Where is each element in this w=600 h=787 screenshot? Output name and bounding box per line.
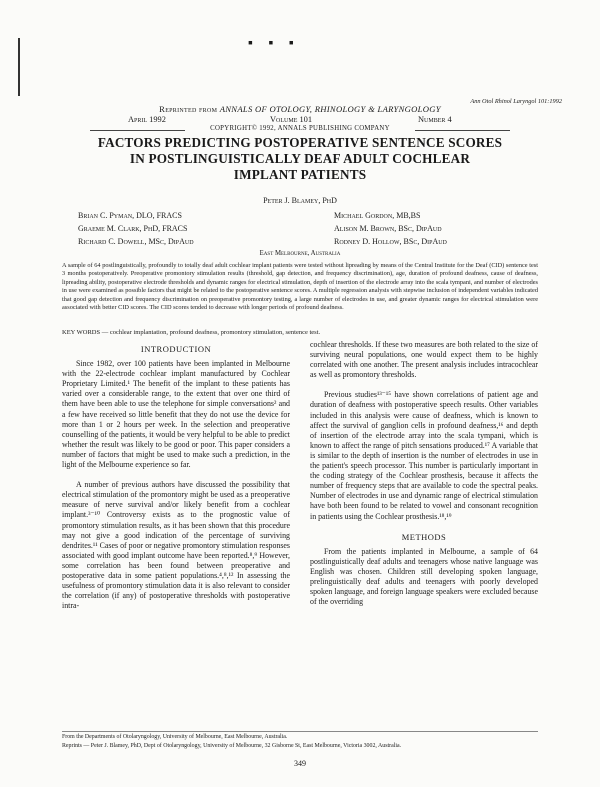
top-marks: ▪ ▪ ▪ [248,36,300,51]
author: Rodney D. Hollow, BSc, DipAud [334,237,447,246]
author: Richard C. Dowell, MSc, DipAud [78,237,194,246]
author: Brian C. Pyman, DLO, FRACS [78,211,182,220]
title-line: IMPLANT PATIENTS [233,167,367,182]
footnote: Reprints — Peter J. Blamey, PhD, Dept of Otolaryngology, University of Melbourne, 32 Gisborne St, East Melbourne, Victoria 3002, Australia. [62,743,402,749]
left-column [62,344,290,621]
right-column [310,340,538,617]
issue-number: Number 4 [418,115,452,124]
footnote: From the Departments of Otolaryngology, University of Melbourne, East Melbourne, Australia. [62,734,288,740]
lead-author: Peter J. Blamey, PhD [263,196,337,205]
citation: Ann Otol Rhinol Laryngol 101:1992 [470,98,562,105]
page-number: 349 [294,759,306,768]
paragraph: cochlear thresholds. If these two measures are both related to the size of surviving neural populations, one would expect them to be highly correlated with one another. The present analysis includes intracochlear as well as promontory thresholds. [310,340,538,380]
authors-right [334,209,447,248]
author: Graeme M. Clark, PhD, FRACS [78,224,188,233]
article-title [0,135,600,183]
paragraph: Previous studies¹³⁻¹⁵ have shown correlations of patient age and duration of deafness with postoperative speech results. Other variables included in this analysis were cause of deafness, which is known to affect the survival of ganglion cells in profound deafness,¹⁶ and depth of insertion of the electrode array into the scala tympani, which is known to affect the range of pitch sensations produced.¹⁷ A variable that is similar to the depth of insertion is the number of electrodes in use in the patient's speech processor. This number is particularly important in the coding strategy of the Cochlear prosthesis, because it affects the number of frequency steps that are available to code the spectral peaks. Number of electrodes in use and dynamic range of electrical stimulation have both been found to be related to vowel and consonant recognition in patients using the Cochlear prosthesis.¹⁸,¹⁹ [310,390,538,521]
paragraph: A number of previous authors have discussed the possibility that electrical stimulation of the promontory might be used as a preoperative measure of nerve survival and/or likely benefit from a cochlear implant.³⁻¹⁰ Controversy exists as to the prognostic value of promontory stimulation results, as it has been shown that this procedure may not give a good indication of the percentage of surviving dendrites.¹¹ Cases of poor or negative promontory stimulation responses associated with good implant outcome have been reported.⁸,⁹ However, some correlation has been found between preoperative and postoperative data in some patient populations.⁴,⁸,¹² In assessing the usefulness of promontory stimulation data it is also relevant to consider the correlation (if any) of postoperative thresholds with postoperative intra- [62,480,290,611]
title-line: IN POSTLINGUISTICALLY DEAF ADULT COCHLEAR [129,151,471,166]
copyright: COPYRIGHT© 1992, ANNALS PUBLISHING COMPANY [210,125,390,132]
paragraph: From the patients implanted in Melbourne, a sample of 64 postlinguistically deaf adults and teenagers whose native language was English was chosen. Children still developing spoken language, prelinguistically deaf adults and teenagers with poorly developed spoken language, and foreign language speakers were excluded because of the overriding [310,546,538,607]
author: Alison M. Brown, BSc, DipAud [334,224,442,233]
author: Michael Gordon, MB,BS [334,211,421,220]
authors-left [78,209,194,248]
issue-date: April 1992 [128,115,166,124]
key-words: KEY WORDS — cochlear implantation, profound deafness, promontory stimulation, sentence test. [62,329,321,336]
reprint-header [0,104,600,114]
rule-right [415,130,510,131]
reprinted-label: Reprinted from [159,104,218,114]
introduction-heading: INTRODUCTION [140,344,212,354]
title-line: FACTORS PREDICTING POSTOPERATIVE SENTENCE SCORES [97,135,503,150]
abstract: A sample of 64 postlinguistically, profoundly to totally deaf adult cochlear implant patients were tested without lipreading by means of the Central Institute for the Deaf (CID) sentence test 3 months postoperatively. Preoperative promontory stimulation results (threshold, gap detection, and frequency discrimination), age, duration of profound deafness, cause of deafness, lipreading ability, postoperative electrode thresholds and dynamic ranges for electrical stimulation, depth of insertion of the electrode array into the scala tympani, and number of electrodes in use were examined as possible factors that might be related to the postoperative sentence scores. A multiple regression analysis with stepwise inclusion of independent variables indicated that good gap detection and frequency discrimination on preoperative promontory testing, a large number of electrodes in use, and greater dynamic ranges for electrical stimulation were associated with better CID scores. The CID scores tended to decrease with longer periods of profound deafness. [62,262,538,312]
paragraph: Since 1982, over 100 patients have been implanted in Melbourne with the 22-electrode cochlear implant manufactured by Cochlear Proprietary Limited.¹ The benefit of the implant to these patients has varied over a considerable range, to the extent that over one third of them have been able to use the telephone for simple conversations² and a few have received so little benefit that they do not use the device for more than 1 or 2 hours per week. In the selection and preoperative counselling of the patients, it would be very helpful to be able to predict whether the result was likely to be good or poor. This paper considers a number of factors that might be used to make such a prediction, in the light of the Melbourne experience so far. [62,359,290,470]
journal-name: ANNALS OF OTOLOGY, RHINOLOGY & LARYNGOLOGY [219,104,441,114]
location: East Melbourne, Australia [259,250,341,257]
methods-heading: METHODS [401,531,447,542]
binding-line [18,38,20,96]
footnotes [62,733,538,751]
footnote-rule [62,731,538,732]
volume: Volume 101 [270,115,313,124]
